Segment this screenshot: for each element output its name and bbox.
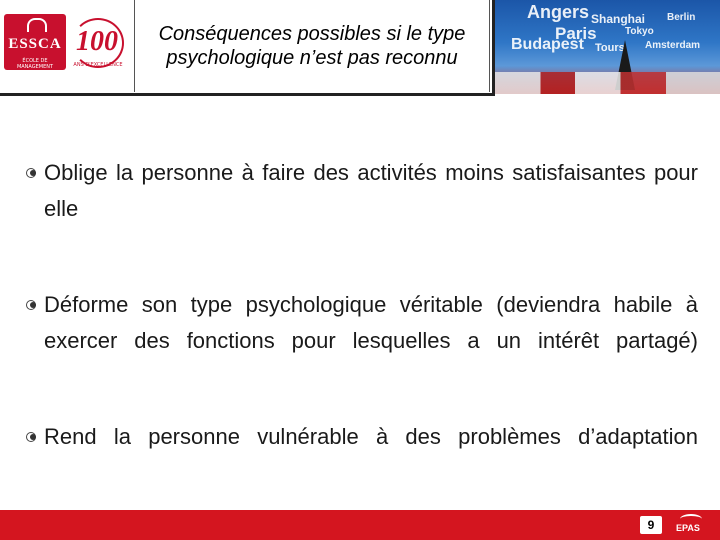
anniversary-number: 100 (76, 26, 118, 57)
banner-city: Paris (555, 24, 597, 43)
bullet-list (22, 155, 698, 515)
banner-city: Budapest (511, 36, 584, 53)
epas-logo-text: EPAS (676, 523, 700, 533)
bullet-text: Rend la personne vulnérable à des problèmes d’adaptation (44, 424, 698, 449)
skyline-decoration (495, 72, 720, 94)
bullet-text: Déforme son type psychologique véritable (deviendra habile à exercer des fonctions pour lesquelles a un intérêt partagé) (44, 292, 698, 353)
banner-city: Shanghai (591, 12, 646, 26)
essca-logo-name: ESSCA (8, 36, 62, 52)
list-item (22, 155, 698, 263)
title-box (134, 0, 490, 92)
essca-logo (4, 14, 66, 70)
list-item (22, 287, 698, 395)
bullet-icon (26, 168, 38, 178)
banner-city: Tours (595, 42, 625, 54)
banner-city: Berlin (667, 12, 696, 23)
list-item (22, 419, 698, 491)
bullet-text: Oblige la personne à faire des activités moins satisfaisantes pour elle (44, 160, 698, 221)
epas-logo (672, 512, 716, 538)
slide-title: Conséquences possibles si le type psychologique n’est pas reconnu (158, 22, 466, 69)
header-divider (0, 93, 495, 96)
page-number: 9 (640, 516, 662, 534)
essca-logo-tagline: ÉCOLE DE MANAGEMENT (16, 58, 54, 70)
cities-banner-image (492, 0, 720, 94)
slide-header (0, 0, 720, 98)
slide-footer (0, 510, 720, 540)
crest-icon (27, 18, 47, 32)
anniversary-subtitle: ANS D'EXCELLENCE (73, 62, 123, 68)
banner-city: Amsterdam (645, 40, 701, 51)
banner-city: Tokyo (625, 26, 654, 37)
anniversary-logo (70, 12, 126, 72)
bullet-icon (26, 432, 38, 442)
banner-city: Angers (527, 2, 590, 22)
bullet-icon (26, 300, 38, 310)
